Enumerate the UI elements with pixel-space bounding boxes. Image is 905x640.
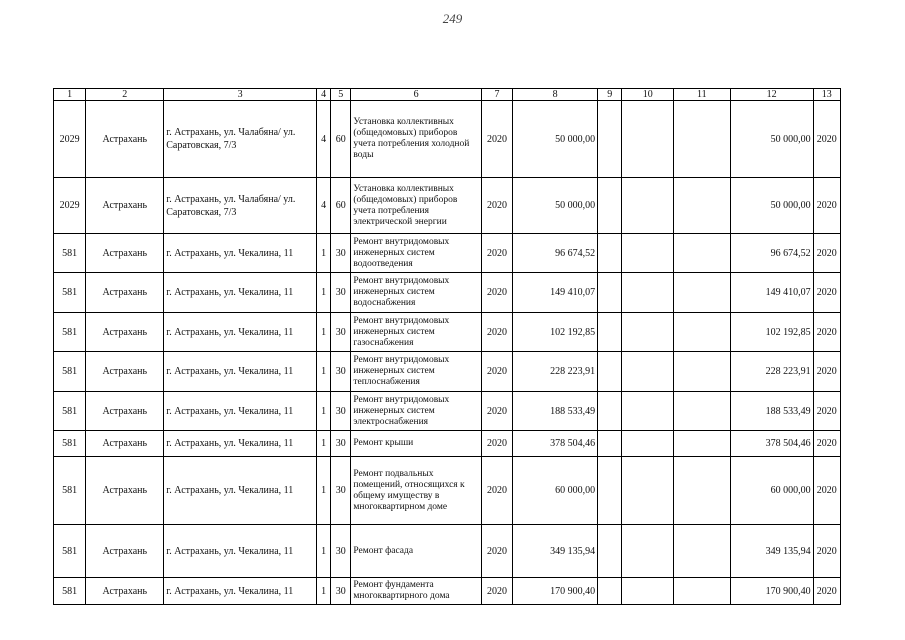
cell-col11 xyxy=(674,457,731,525)
cell-work-type: Установка коллективных (общедомовых) приборов учета потребления электрической энергии xyxy=(351,178,481,234)
cell-address: г. Астрахань, ул. Чекалина, 11 xyxy=(164,392,317,431)
cell-municipality: Астрахань xyxy=(86,578,164,605)
cell-col9 xyxy=(598,578,622,605)
cell-col9 xyxy=(598,457,622,525)
cell-municipality: Астрахань xyxy=(86,178,164,234)
cell-total: 188 533,49 xyxy=(730,392,813,431)
cell-cost: 50 000,00 xyxy=(513,101,598,178)
column-header: 13 xyxy=(813,89,840,101)
cell-col5: 60 xyxy=(331,101,351,178)
cell-address: г. Астрахань, ул. Чалабяна/ ул. Саратовская, 7/3 xyxy=(164,101,317,178)
cell-municipality: Астрахань xyxy=(86,101,164,178)
cell-col11 xyxy=(674,431,731,457)
cell-end-year: 2020 xyxy=(813,313,840,352)
cell-work-type: Ремонт внутридомовых инженерных систем водоснабжения xyxy=(351,273,481,313)
cell-total: 228 223,91 xyxy=(730,352,813,392)
cell-col9 xyxy=(598,392,622,431)
cell-cost: 378 504,46 xyxy=(513,431,598,457)
cell-house-id: 581 xyxy=(54,525,86,578)
column-header: 6 xyxy=(351,89,481,101)
cell-end-year: 2020 xyxy=(813,178,840,234)
cell-address: г. Астрахань, ул. Чекалина, 11 xyxy=(164,457,317,525)
cell-municipality: Астрахань xyxy=(86,431,164,457)
cell-year: 2020 xyxy=(481,352,512,392)
program-table xyxy=(53,88,841,605)
cell-col11 xyxy=(674,273,731,313)
cell-house-id: 581 xyxy=(54,313,86,352)
column-header: 1 xyxy=(54,89,86,101)
cell-address: г. Астрахань, ул. Чалабяна/ ул. Саратовская, 7/3 xyxy=(164,178,317,234)
cell-end-year: 2020 xyxy=(813,431,840,457)
cell-col4: 1 xyxy=(316,392,330,431)
table-row xyxy=(54,431,841,457)
cell-cost: 149 410,07 xyxy=(513,273,598,313)
table-row xyxy=(54,313,841,352)
cell-cost: 349 135,94 xyxy=(513,525,598,578)
cell-col5: 30 xyxy=(331,313,351,352)
cell-col4: 1 xyxy=(316,525,330,578)
table-row xyxy=(54,273,841,313)
cell-col5: 30 xyxy=(331,234,351,273)
cell-col4: 1 xyxy=(316,352,330,392)
cell-year: 2020 xyxy=(481,313,512,352)
cell-year: 2020 xyxy=(481,431,512,457)
cell-col10 xyxy=(622,273,674,313)
table-row xyxy=(54,101,841,178)
column-header: 4 xyxy=(316,89,330,101)
cell-end-year: 2020 xyxy=(813,392,840,431)
cell-work-type: Ремонт внутридомовых инженерных систем водоотведения xyxy=(351,234,481,273)
cell-col10 xyxy=(622,178,674,234)
cell-address: г. Астрахань, ул. Чекалина, 11 xyxy=(164,273,317,313)
cell-col11 xyxy=(674,101,731,178)
column-header: 8 xyxy=(513,89,598,101)
cell-work-type: Ремонт внутридомовых инженерных систем теплоснабжения xyxy=(351,352,481,392)
cell-col4: 1 xyxy=(316,313,330,352)
cell-col11 xyxy=(674,313,731,352)
cell-col10 xyxy=(622,525,674,578)
cell-col10 xyxy=(622,234,674,273)
cell-col11 xyxy=(674,525,731,578)
cell-house-id: 581 xyxy=(54,578,86,605)
cell-house-id: 581 xyxy=(54,234,86,273)
cell-col5: 30 xyxy=(331,352,351,392)
cell-municipality: Астрахань xyxy=(86,273,164,313)
table-row xyxy=(54,525,841,578)
cell-col5: 30 xyxy=(331,457,351,525)
cell-col9 xyxy=(598,234,622,273)
cell-total: 170 900,40 xyxy=(730,578,813,605)
cell-total: 349 135,94 xyxy=(730,525,813,578)
cell-col4: 1 xyxy=(316,431,330,457)
table-row xyxy=(54,578,841,605)
table-row xyxy=(54,352,841,392)
cell-col4: 4 xyxy=(316,101,330,178)
cell-cost: 102 192,85 xyxy=(513,313,598,352)
cell-total: 378 504,46 xyxy=(730,431,813,457)
cell-col9 xyxy=(598,431,622,457)
cell-total: 50 000,00 xyxy=(730,178,813,234)
cell-col5: 30 xyxy=(331,431,351,457)
cell-col11 xyxy=(674,234,731,273)
cell-address: г. Астрахань, ул. Чекалина, 11 xyxy=(164,352,317,392)
cell-col10 xyxy=(622,352,674,392)
cell-col4: 1 xyxy=(316,457,330,525)
table-row xyxy=(54,234,841,273)
cell-col5: 60 xyxy=(331,178,351,234)
cell-municipality: Астрахань xyxy=(86,525,164,578)
cell-total: 96 674,52 xyxy=(730,234,813,273)
cell-year: 2020 xyxy=(481,101,512,178)
cell-col4: 4 xyxy=(316,178,330,234)
cell-address: г. Астрахань, ул. Чекалина, 11 xyxy=(164,525,317,578)
cell-cost: 96 674,52 xyxy=(513,234,598,273)
cell-col5: 30 xyxy=(331,273,351,313)
cell-end-year: 2020 xyxy=(813,578,840,605)
column-header: 2 xyxy=(86,89,164,101)
column-header: 3 xyxy=(164,89,317,101)
cell-municipality: Астрахань xyxy=(86,392,164,431)
cell-year: 2020 xyxy=(481,457,512,525)
cell-col5: 30 xyxy=(331,392,351,431)
cell-col5: 30 xyxy=(331,578,351,605)
cell-municipality: Астрахань xyxy=(86,352,164,392)
cell-year: 2020 xyxy=(481,178,512,234)
cell-cost: 50 000,00 xyxy=(513,178,598,234)
column-header: 7 xyxy=(481,89,512,101)
cell-col9 xyxy=(598,313,622,352)
column-number-row xyxy=(54,89,841,101)
cell-col10 xyxy=(622,101,674,178)
cell-year: 2020 xyxy=(481,273,512,313)
cell-col10 xyxy=(622,431,674,457)
cell-end-year: 2020 xyxy=(813,525,840,578)
cell-col11 xyxy=(674,392,731,431)
cell-house-id: 581 xyxy=(54,352,86,392)
cell-col10 xyxy=(622,578,674,605)
cell-col10 xyxy=(622,392,674,431)
cell-work-type: Ремонт крыши xyxy=(351,431,481,457)
cell-house-id: 2029 xyxy=(54,101,86,178)
cell-col11 xyxy=(674,578,731,605)
table-row xyxy=(54,392,841,431)
cell-col10 xyxy=(622,313,674,352)
column-header: 11 xyxy=(674,89,731,101)
column-header: 5 xyxy=(331,89,351,101)
cell-end-year: 2020 xyxy=(813,273,840,313)
cell-address: г. Астрахань, ул. Чекалина, 11 xyxy=(164,313,317,352)
cell-work-type: Ремонт внутридомовых инженерных систем газоснабжения xyxy=(351,313,481,352)
cell-col9 xyxy=(598,352,622,392)
column-header: 10 xyxy=(622,89,674,101)
cell-cost: 228 223,91 xyxy=(513,352,598,392)
cell-house-id: 581 xyxy=(54,457,86,525)
page-number: 249 xyxy=(442,11,463,26)
cell-work-type: Ремонт фундамента многоквартирного дома xyxy=(351,578,481,605)
cell-house-id: 2029 xyxy=(54,178,86,234)
cell-municipality: Астрахань xyxy=(86,457,164,525)
cell-col11 xyxy=(674,352,731,392)
column-header: 12 xyxy=(730,89,813,101)
cell-col9 xyxy=(598,273,622,313)
cell-work-type: Ремонт подвальных помещений, относящихся к общему имуществу в многоквартирном доме xyxy=(351,457,481,525)
cell-end-year: 2020 xyxy=(813,234,840,273)
cell-year: 2020 xyxy=(481,392,512,431)
cell-address: г. Астрахань, ул. Чекалина, 11 xyxy=(164,234,317,273)
cell-total: 149 410,07 xyxy=(730,273,813,313)
cell-col10 xyxy=(622,457,674,525)
cell-col4: 1 xyxy=(316,273,330,313)
cell-year: 2020 xyxy=(481,525,512,578)
column-header: 9 xyxy=(598,89,622,101)
cell-house-id: 581 xyxy=(54,431,86,457)
cell-work-type: Установка коллективных (общедомовых) приборов учета потребления холодной воды xyxy=(351,101,481,178)
cell-house-id: 581 xyxy=(54,273,86,313)
cell-address: г. Астрахань, ул. Чекалина, 11 xyxy=(164,578,317,605)
table-row xyxy=(54,178,841,234)
cell-end-year: 2020 xyxy=(813,352,840,392)
cell-total: 50 000,00 xyxy=(730,101,813,178)
table-row xyxy=(54,457,841,525)
cell-municipality: Астрахань xyxy=(86,313,164,352)
cell-end-year: 2020 xyxy=(813,457,840,525)
cell-house-id: 581 xyxy=(54,392,86,431)
cell-col9 xyxy=(598,178,622,234)
cell-work-type: Ремонт фасада xyxy=(351,525,481,578)
cell-cost: 188 533,49 xyxy=(513,392,598,431)
cell-col4: 1 xyxy=(316,234,330,273)
cell-municipality: Астрахань xyxy=(86,234,164,273)
cell-address: г. Астрахань, ул. Чекалина, 11 xyxy=(164,431,317,457)
cell-col9 xyxy=(598,525,622,578)
cell-end-year: 2020 xyxy=(813,101,840,178)
cell-work-type: Ремонт внутридомовых инженерных систем электроснабжения xyxy=(351,392,481,431)
cell-year: 2020 xyxy=(481,234,512,273)
cell-cost: 60 000,00 xyxy=(513,457,598,525)
cell-col5: 30 xyxy=(331,525,351,578)
cell-total: 60 000,00 xyxy=(730,457,813,525)
cell-total: 102 192,85 xyxy=(730,313,813,352)
cell-cost: 170 900,40 xyxy=(513,578,598,605)
cell-col9 xyxy=(598,101,622,178)
cell-col4: 1 xyxy=(316,578,330,605)
cell-col11 xyxy=(674,178,731,234)
cell-year: 2020 xyxy=(481,578,512,605)
